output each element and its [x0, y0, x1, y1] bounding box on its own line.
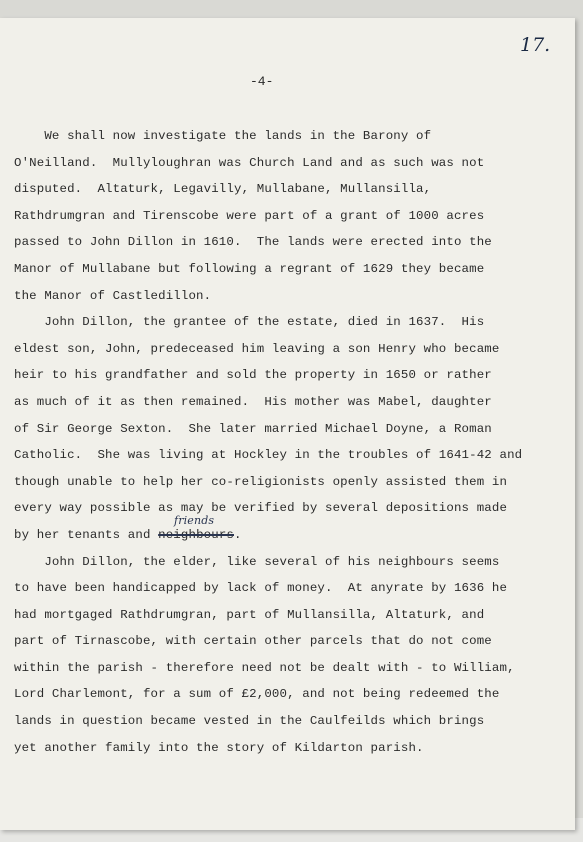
section-marker: -4- [250, 74, 274, 89]
text-line: John Dillon, the grantee of the estate, died in 1637. His [14, 315, 485, 330]
text-line: as much of it as then remained. His mother was Mabel, daughter [14, 394, 492, 409]
text-line: John Dillon, the elder, like several of his neighbours seems [14, 554, 500, 569]
text-line: every way possible as may be verified by several depositions made [14, 501, 508, 516]
text-line: yet another family into the story of Kildarton parish. [14, 740, 424, 755]
text-line: eldest son, John, predeceased him leaving a son Henry who became [14, 341, 500, 356]
paragraph-1 [14, 123, 554, 309]
annotated-line-start: by her tenants and [14, 527, 159, 542]
text-line: to have been handicapped by lack of money. At anyrate by 1636 he [14, 581, 508, 596]
body-text [14, 123, 554, 761]
text-line: Manor of Mullabane but following a regrant of 1629 they became [14, 261, 485, 276]
paragraph-3 [14, 549, 554, 762]
typed-page [0, 18, 575, 830]
text-line: passed to John Dillon in 1610. The lands were erected into the [14, 235, 492, 250]
handwritten-insertion: friends [174, 513, 215, 527]
text-line: had mortgaged Rathdrumgran, part of Mullansilla, Altaturk, and [14, 607, 485, 622]
text-line: O'Neilland. Mullyloughran was Church Land and as such was not [14, 155, 485, 170]
paragraph-2 [14, 309, 554, 548]
text-line: part of Tirnascobe, with certain other parcels that do not come [14, 634, 492, 649]
text-line: Catholic. She was living at Hockley in the troubles of 1641-42 and [14, 448, 523, 463]
text-line: disputed. Altaturk, Legavilly, Mullabane, Mullansilla, [14, 182, 432, 197]
text-line: We shall now investigate the lands in the Barony of [14, 129, 432, 143]
text-line: heir to his grandfather and sold the property in 1650 or rather [14, 368, 492, 383]
text-line: though unable to help her co-religionists openly assisted them in [14, 474, 508, 489]
text-line: lands in question became vested in the Caulfeilds which brings [14, 714, 485, 729]
struck-word: neighbours [158, 527, 234, 542]
text-line: the Manor of Castledillon. [14, 288, 212, 303]
page-number: 17. [520, 34, 551, 56]
text-line: within the parish - therefore need not be dealt with - to William, [14, 660, 515, 675]
annotated-line [14, 513, 554, 549]
annotated-line-end: . [234, 527, 242, 542]
text-line: Lord Charlemont, for a sum of £2,000, and not being redeemed the [14, 687, 500, 702]
text-line: Rathdrumgran and Tirenscobe were part of a grant of 1000 acres [14, 208, 485, 223]
text-line: of Sir George Sexton. She later married Michael Doyne, a Roman [14, 421, 492, 436]
